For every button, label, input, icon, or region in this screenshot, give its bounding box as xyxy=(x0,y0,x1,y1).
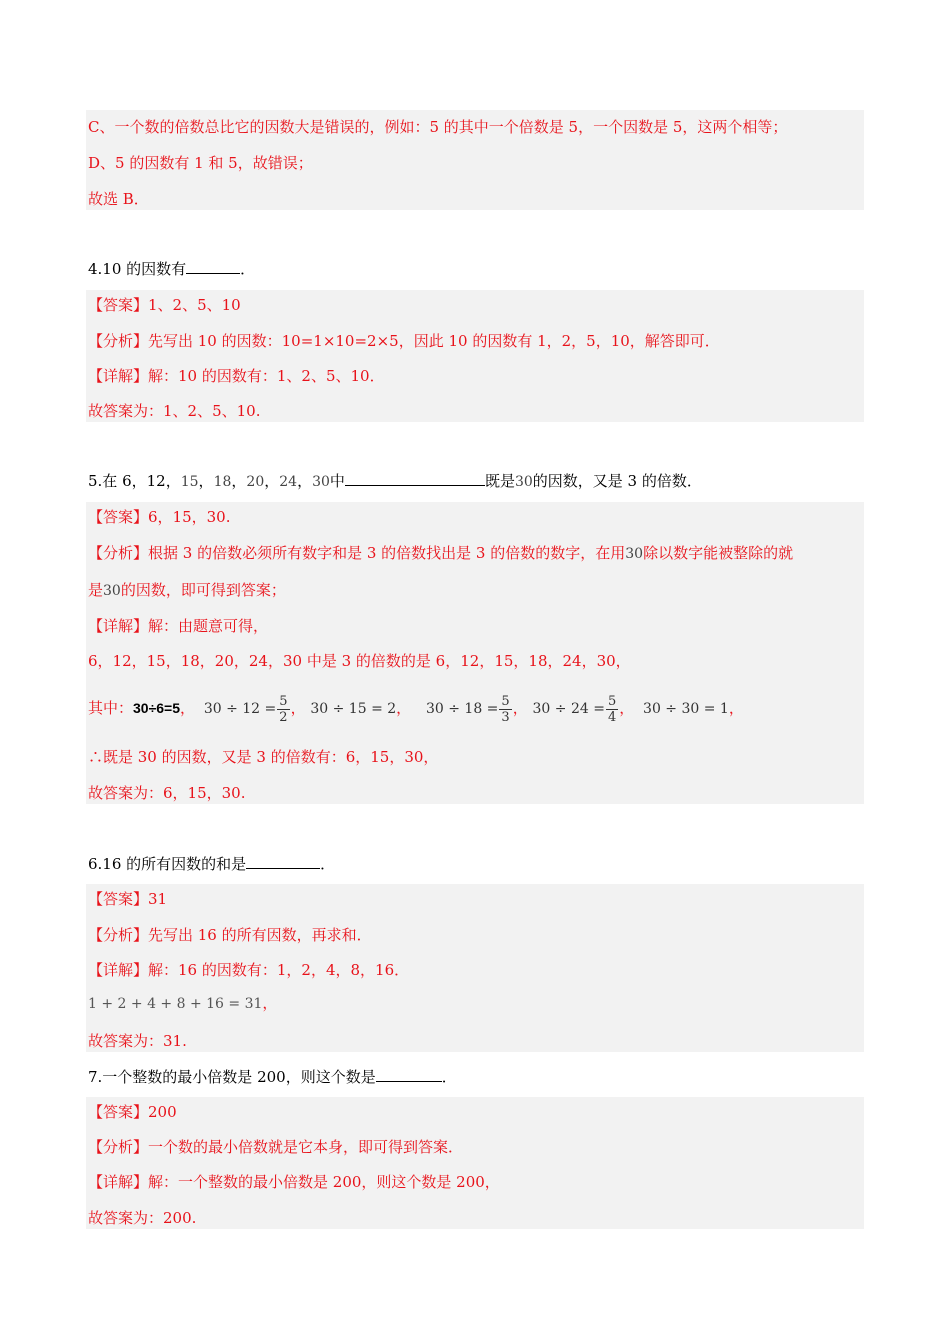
q6-prompt: 6.16 的所有因数的和是 ． xyxy=(88,855,336,873)
q4-answer: 【答案】1、2、5、10 xyxy=(88,296,241,314)
fraction-5-over-4: $\frac{5}{4}$ xyxy=(607,693,617,725)
answer-blank xyxy=(186,259,240,274)
q5-detail: 【详解】解：由题意可得， xyxy=(88,617,269,635)
q5-conclusion: 故答案为：6，15，30. xyxy=(88,784,246,802)
q7-analysis: 【分析】一个数的最小倍数就是它本身，即可得到答案． xyxy=(88,1138,464,1156)
q7-detail: 【详解】解：一个整数的最小倍数是 200，则这个数是 200， xyxy=(88,1173,500,1191)
q4-prompt: 4.10 的因数有 ． xyxy=(88,260,256,278)
q5-multiples-list: 6，12，15，18，20，24，30 中是 3 的倍数的是 6，12，15，18，24，30， xyxy=(88,652,631,670)
q5-analysis-line2: 是30的因数，即可得到答案； xyxy=(88,581,286,599)
option-c-explanation: C、一个数的倍数总比它的因数大是错误的，例如：5 的其中一个倍数是 5，一个因数是 5，这两个相等； xyxy=(88,118,788,136)
equation-30-div-6: 30÷6=5 xyxy=(133,700,181,716)
q6-analysis: 【分析】先写出 16 的所有因数，再求和． xyxy=(88,926,372,944)
choice-conclusion: 故选 B． xyxy=(88,190,149,208)
q6-detail: 【详解】解：16 的因数有：1，2，4，8，16． xyxy=(88,961,410,979)
q5-prompt: 5.在 6，12，15，18，20，24，30中 既是30的因数，又是 3 的倍数． xyxy=(88,472,702,490)
q4-detail: 【详解】解：10 的因数有：1、2、5、10． xyxy=(88,367,385,385)
solution-box-q7 xyxy=(86,1097,864,1229)
q6-answer: 【答案】31 xyxy=(88,890,168,908)
q4-conclusion: 故答案为：1、2、5、10. xyxy=(88,402,261,420)
q6-sum-equation: 1 + 2 + 4 + 8 + 16 = 31， xyxy=(88,994,278,1012)
q4-analysis: 【分析】先写出 10 的因数：10=1×10=2×5，因此 10 的因数有 1，2，5，10，解答即可． xyxy=(88,332,720,350)
q7-answer: 【答案】200 xyxy=(88,1103,177,1121)
answer-blank xyxy=(376,1067,442,1082)
q5-analysis-line1: 【分析】根据 3 的倍数必须所有数字和是 3 的倍数找出是 3 的倍数的数字，在用30除以数字能被整除的就 xyxy=(88,544,794,562)
q7-prompt: 7.一个整数的最小倍数是 200，则这个数是 ． xyxy=(88,1068,457,1086)
q5-therefore: ∴既是 30 的因数，又是 3 的倍数有：6，15，30， xyxy=(88,748,439,766)
q5-division-checks: 其中：30÷6=5， 30 ÷ 12 = $\frac{5}{2}$ ， 30 ÷ 15 = 2， 30 ÷ 18 = $\frac{5}{3}$ ， 30 ÷ 24 = $\frac{5}{4}$ ， 30 ÷ 30 = 1， xyxy=(88,693,744,725)
q6-conclusion: 故答案为：31. xyxy=(88,1032,187,1050)
q5-answer: 【答案】6，15，30. xyxy=(88,508,231,526)
fraction-5-over-2: $\frac{5}{2}$ xyxy=(279,693,288,725)
answer-blank xyxy=(246,854,320,869)
fraction-5-over-3: $\frac{5}{3}$ xyxy=(501,693,510,725)
answer-blank xyxy=(345,471,485,486)
q7-conclusion: 故答案为：200. xyxy=(88,1209,197,1227)
option-d-explanation: D、5 的因数有 1 和 5，故错误； xyxy=(88,154,313,172)
